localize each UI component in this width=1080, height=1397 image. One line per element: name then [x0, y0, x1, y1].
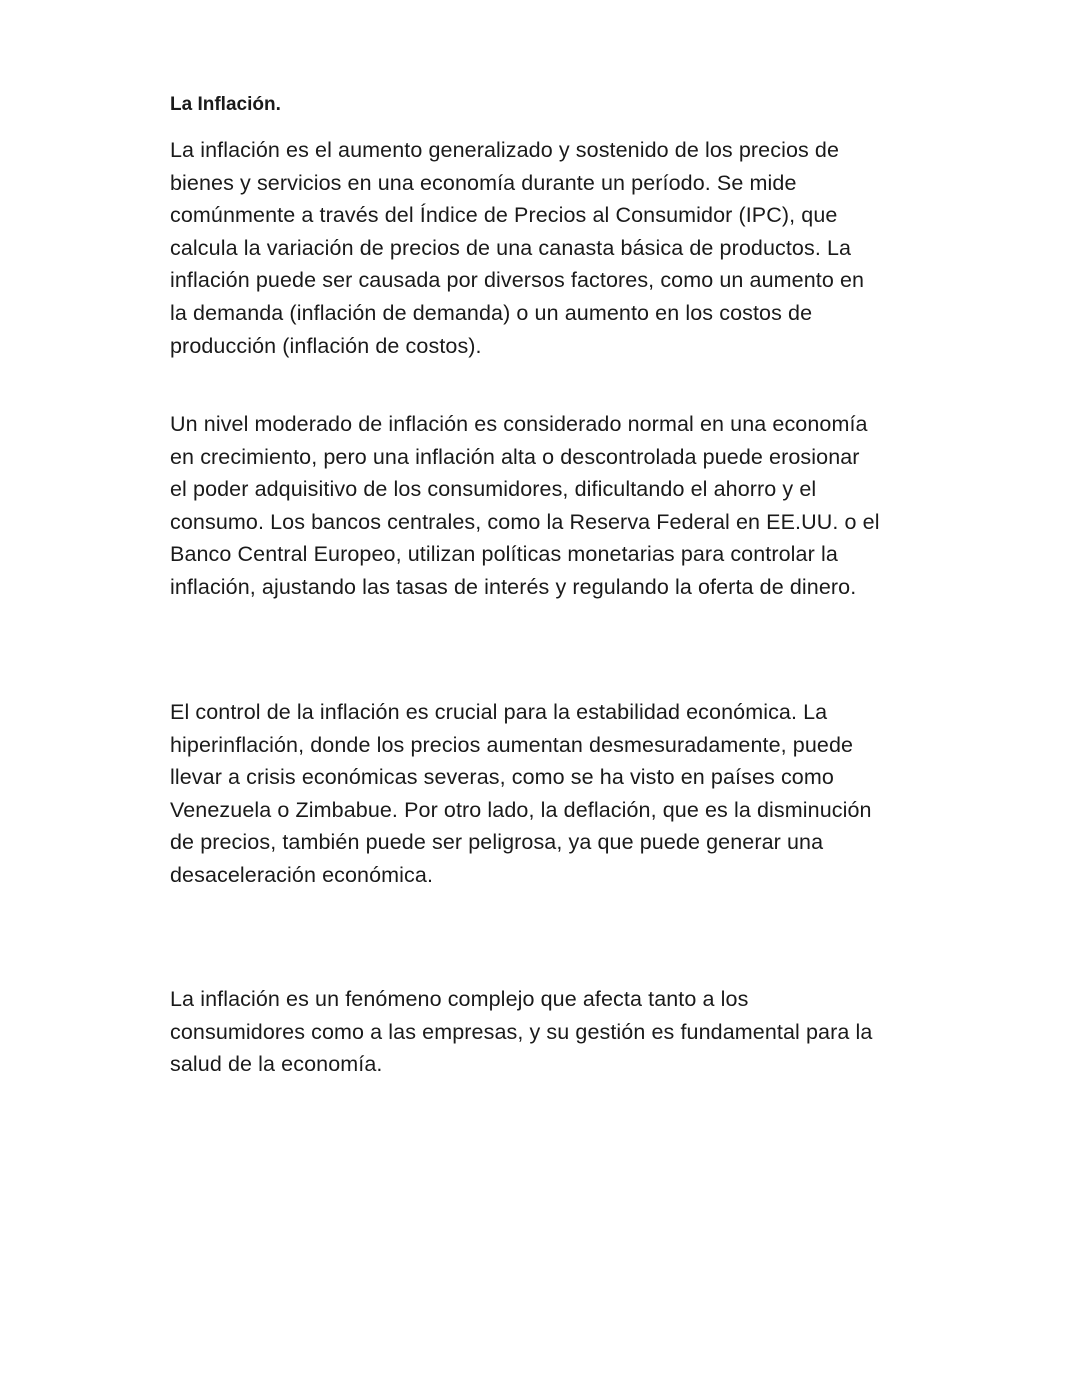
- paragraph-definition: La inflación es el aumento generalizado y sostenido de los precios de bienes y servicios en una economía durante un período. Se mide comúnmente a través del Índice de Precios al Consumidor (IPC), que calcula la variación de precios de una canasta básica de productos. La inflación puede ser causada por diversos factores, como un aumento en la demanda (inflación de demanda) o un aumento en los costos de producción (inflación de costos).: [170, 138, 865, 358]
- paragraph-conclusion: La inflación es un fenómeno complejo que afecta tanto a los consumidores como a las empresas, y su gestión es fundamental para la salud de la economía.: [170, 987, 873, 1077]
- document-title: La Inflación.: [170, 94, 281, 115]
- paragraph-moderate-inflation: Un nivel moderado de inflación es considerado normal en una economía en crecimiento, pero una inflación alta o descontrolada puede erosionar el poder adquisitivo de los consumidores, dificultando el ahorro y el consumo. Los bancos centrales, como la Reserva Federal en EE.UU. o el Banco Central Europeo, utilizan políticas monetarias para controlar la inflación, ajustando las tasas de interés y regulando la oferta de dinero.: [170, 412, 880, 599]
- paragraph-inflation-control: El control de la inflación es crucial para la estabilidad económica. La hiperinflación, donde los precios aumentan desmesuradamente, puede llevar a crisis económicas severas, como se ha visto en países como Venezuela o Zimbabue. Por otro lado, la deflación, que es la disminución de precios, también puede ser peligrosa, ya que puede generar una desaceleración económica.: [170, 700, 872, 887]
